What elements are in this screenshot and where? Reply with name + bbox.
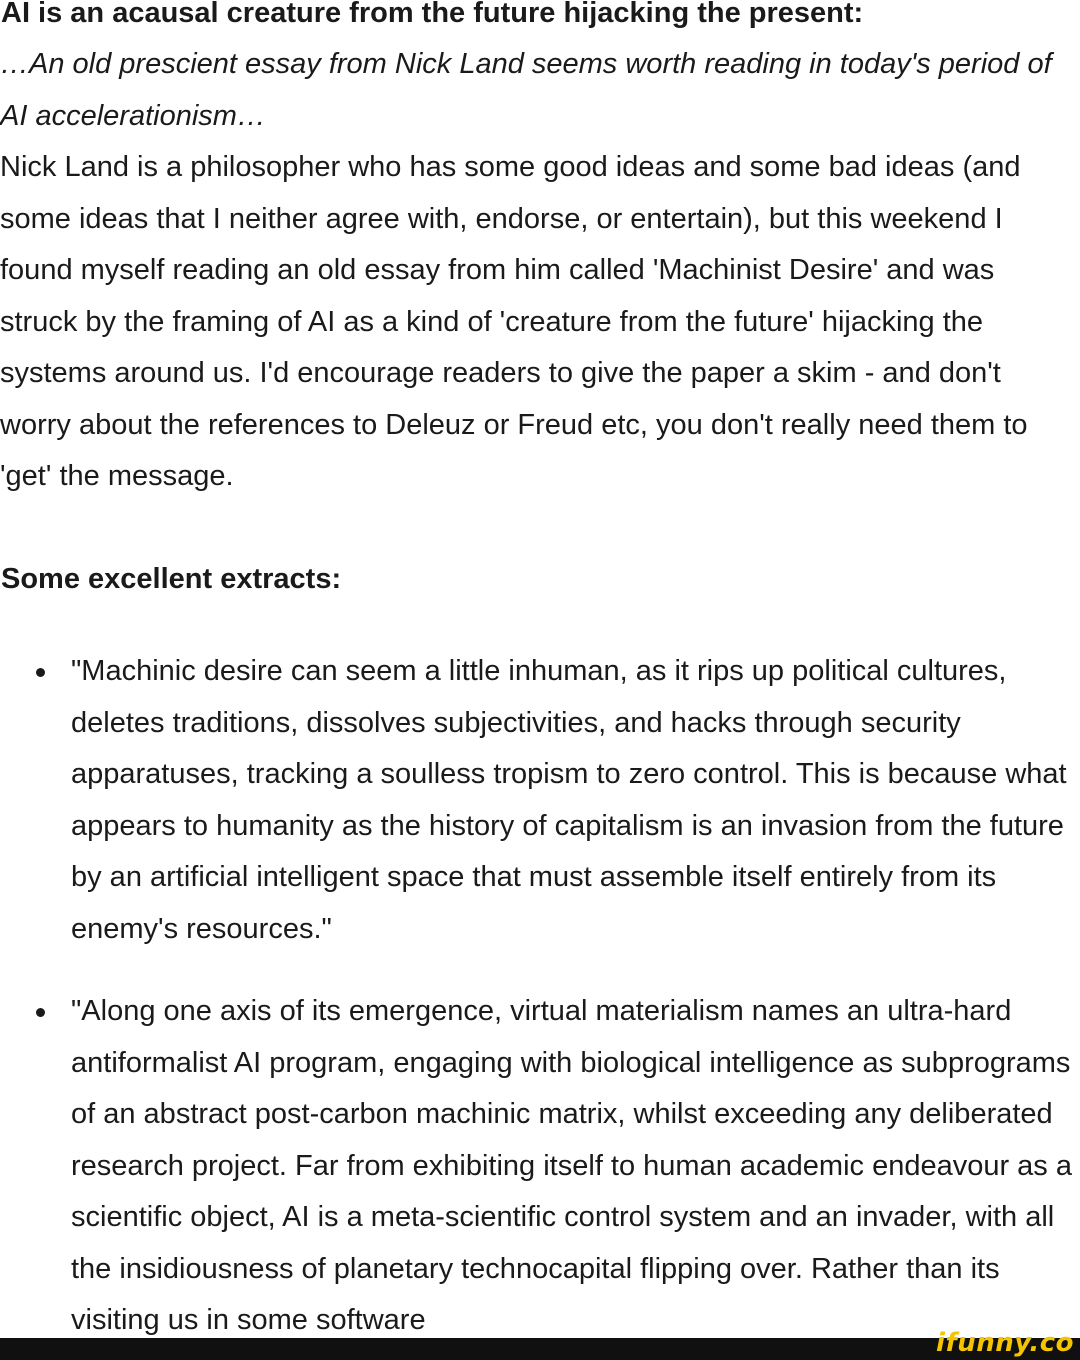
article-subtitle: …An old prescient essay from Nick Land seems worth reading in today's period of AI accelerationism… (0, 48, 1052, 132)
intro-paragraph: Nick Land is a philosopher who has some good ideas and some bad ideas (and some ideas that I neither agree with, endorse, or entertain), but this weekend I found myself reading an old essay from him called 'Machinist Desire' and was struck by the framing of AI as a kind of 'creature from the future' hijacking the systems around us. I'd encourage readers to give the paper a skim - and don't worry about the references to Deleuz or Freud etc, you don't really need them to 'get' the message. (0, 151, 1028, 492)
watermark-logo: ifunny.co (936, 1328, 1074, 1358)
footer-bar (0, 1328, 1080, 1360)
quote-item (0, 986, 1080, 1338)
section-heading: Some excellent extracts: (1, 563, 342, 595)
bullet-icon (36, 1008, 45, 1017)
article-title: AI is an acausal creature from the future hijacking the present: (1, 0, 864, 29)
quote-item (0, 646, 1080, 955)
bullet-icon (36, 668, 45, 677)
quote-text: "Machinic desire can seem a little inhuman, as it rips up political cultures, deletes traditions, dissolves subjectivities, and hacks through security apparatuses, tracking a soulless tropism to zero control. This is because what appears to humanity as the history of capitalism is an invasion from the future by an artificial intelligent space that must assemble itself entirely from its enemy's resources." (71, 655, 1067, 945)
quote-list (0, 646, 1080, 1338)
quote-text: "Along one axis of its emergence, virtual materialism names an ultra-hard antiformalist AI program, engaging with biological intelligence as subprograms of an abstract post-carbon machinic matrix, whilst exceeding any deliberated research project. Far from exhibiting itself to human academic endeavour as a scientific object, AI is a meta-scientific control system and an invader, with all the insidiousness of planetary technocapital flipping over. Rather than its visiting us in some software (71, 995, 1072, 1336)
